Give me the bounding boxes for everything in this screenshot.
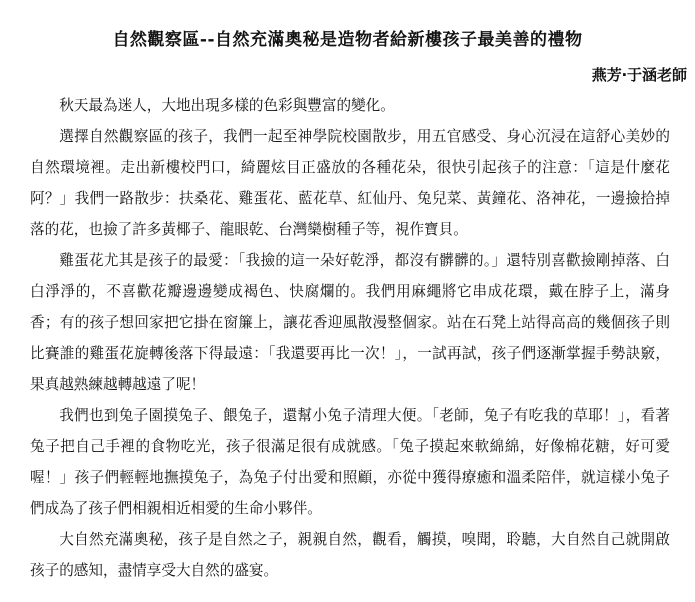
document-title: 自然觀察區--自然充滿奧秘是造物者給新樓孩子最美善的禮物	[112, 30, 583, 50]
document-body	[30, 90, 670, 586]
paragraph: 選擇自然觀察區的孩子，我們一起至神學院校園散步，用五官感受、身心沉浸在這舒心美妙的自然環境裡。走出新樓校門口，綺麗炫目正盛放的各種花朵，很快引起孩子的注意：「這是什麼花阿？」我們一路散步：扶桑花、雞蛋花、藍花草、紅仙丹、兔兒菜、黃鐘花、洛神花，一邊撿拾掉落的花，也撿了許多黃椰子、龍眼乾、台灣欒樹種子等，視作寶貝。	[30, 128, 670, 238]
paragraph: 雞蛋花尤其是孩子的最愛：「我撿的這一朵好乾淨，都沒有髒髒的。」還特別喜歡撿剛掉落、白白淨淨的，不喜歡花瓣邊邊變成褐色、快腐爛的。我們用麻繩將它串成花環，戴在脖子上，滿身香；有的孩子想回家把它掛在窗簾上，讓花香迎風散漫整個家。站在石凳上站得高高的幾個孩子則比賽誰的雞蛋花旋轉後落下得最遠：「我還要再比一次！」，一試再試，孩子們逐漸掌握手勢訣竅，果真越熟練越轉越遠了呢！	[30, 252, 670, 393]
paragraph: 大自然充滿奧秘，孩子是自然之子，親親自然，觀看，觸摸，嗅聞，聆聽，大自然自己就開啟孩子的感知，盡情享受大自然的盛宴。	[30, 531, 670, 579]
paragraph: 我們也到兔子園摸兔子、餵兔子，還幫小兔子清理大便。「老師，兔子有吃我的草耶！」，看著兔子把自己手裡的食物吃光，孩子很滿足很有成就感。「兔子摸起來軟綿綿，好像棉花糖，好可愛喔！」孩子們輕輕地撫摸兔子，為兔子付出愛和照顧，亦從中獲得療癒和溫柔陪伴，就這樣小兔子們成為了孩子們相親相近相愛的生命小夥伴。	[30, 407, 670, 517]
author-line: 燕芳‧于涵老師	[591, 66, 687, 84]
paragraph: 秋天最為迷人，大地出現多樣的色彩與豐富的變化。	[59, 97, 395, 114]
